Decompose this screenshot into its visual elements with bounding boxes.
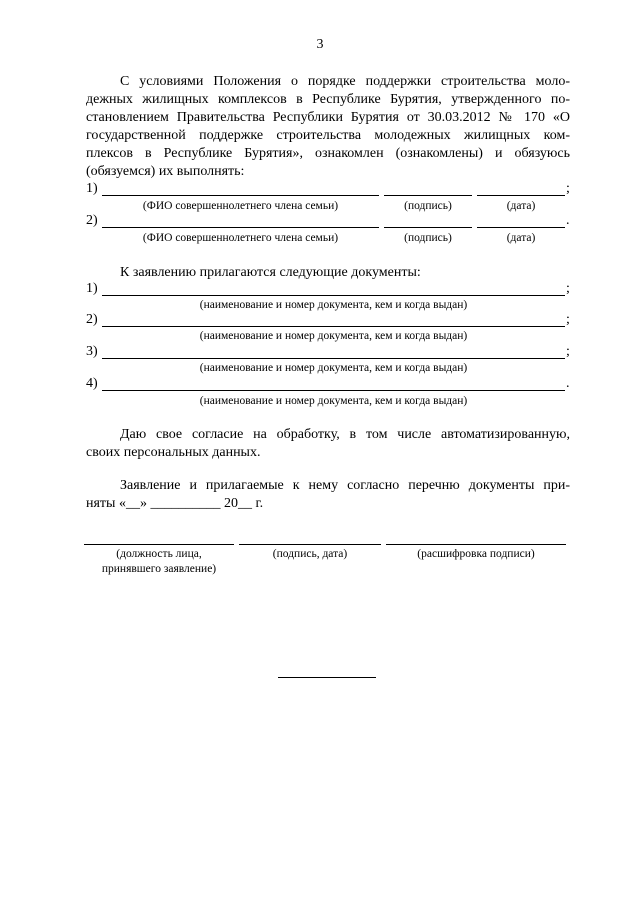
member-signature-field[interactable] [384, 227, 472, 228]
document-end-mark: . [566, 376, 570, 391]
member-name-caption: (ФИО совершеннолетнего члена семьи) [142, 200, 339, 212]
member-number: 2) [86, 213, 98, 228]
member-signature-field[interactable] [384, 195, 472, 196]
intro-line: государственной поддержке строительства молодежных жилищных ком- [86, 128, 570, 143]
document-end-mark: ; [566, 312, 570, 327]
documents-heading: К заявлению прилагаются следующие документы: [120, 265, 421, 280]
document-number: 3) [86, 344, 98, 359]
document-caption: (наименование и номер документа, кем и когда выдан) [199, 362, 468, 374]
member-name-field[interactable] [102, 195, 379, 196]
signature-date-field[interactable] [239, 544, 381, 545]
document-field[interactable] [102, 295, 565, 296]
consent-paragraph [86, 426, 570, 462]
document-end-mark: ; [566, 344, 570, 359]
end-separator [278, 677, 376, 678]
member-end-mark: . [566, 213, 570, 228]
page-number: 3 [316, 37, 324, 52]
decoding-caption: (расшифровка подписи) [417, 548, 535, 560]
member-name-caption: (ФИО совершеннолетнего члена семьи) [142, 232, 339, 244]
document-field[interactable] [102, 390, 565, 391]
member-date-field[interactable] [477, 195, 565, 196]
intro-line: становлением Правительства Республики Бурятия от 30.03.2012 № 170 «О [86, 110, 570, 125]
member-signature-caption: (подпись) [404, 200, 452, 212]
member-date-caption: (дата) [506, 232, 536, 244]
intro-line: плексов в Республике Бурятия», ознакомлен (ознакомлены) и обязуюсь [86, 146, 570, 161]
document-caption: (наименование и номер документа, кем и когда выдан) [199, 299, 468, 311]
decoding-field[interactable] [386, 544, 566, 545]
member-end-mark: ; [566, 181, 570, 196]
accepted-line: Заявление и прилагаемые к нему согласно перечню документы при- [120, 478, 570, 493]
document-number: 2) [86, 312, 98, 327]
intro-line: С условиями Положения о порядке поддержки строительства моло- [120, 74, 570, 89]
document-caption: (наименование и номер документа, кем и когда выдан) [199, 395, 468, 407]
position-caption: (должность лица, [116, 548, 202, 560]
consent-line: своих персональных данных. [86, 445, 261, 460]
member-date-field[interactable] [477, 227, 565, 228]
member-date-caption: (дата) [506, 200, 536, 212]
position-field[interactable] [84, 544, 234, 545]
intro-paragraph [86, 73, 570, 181]
document-number: 4) [86, 376, 98, 391]
consent-line: Даю свое согласие на обработку, в том числе автоматизированную, [120, 427, 570, 442]
document-caption: (наименование и номер документа, кем и когда выдан) [199, 330, 468, 342]
member-name-field[interactable] [102, 227, 379, 228]
signature-date-caption: (подпись, дата) [272, 548, 348, 560]
document-field[interactable] [102, 326, 565, 327]
accepted-line: няты «__» __________ 20__ г. [86, 496, 264, 511]
accepted-paragraph [86, 477, 570, 513]
document-field[interactable] [102, 358, 565, 359]
member-number: 1) [86, 181, 98, 196]
document-number: 1) [86, 281, 98, 296]
intro-line: (обязуемся) их выполнять: [86, 164, 245, 179]
member-signature-caption: (подпись) [404, 232, 452, 244]
document-end-mark: ; [566, 281, 570, 296]
position-caption-continued: принявшего заявление) [101, 563, 217, 575]
intro-line: дежных жилищных комплексов в Республике Бурятия, утвержденного по- [86, 92, 570, 107]
